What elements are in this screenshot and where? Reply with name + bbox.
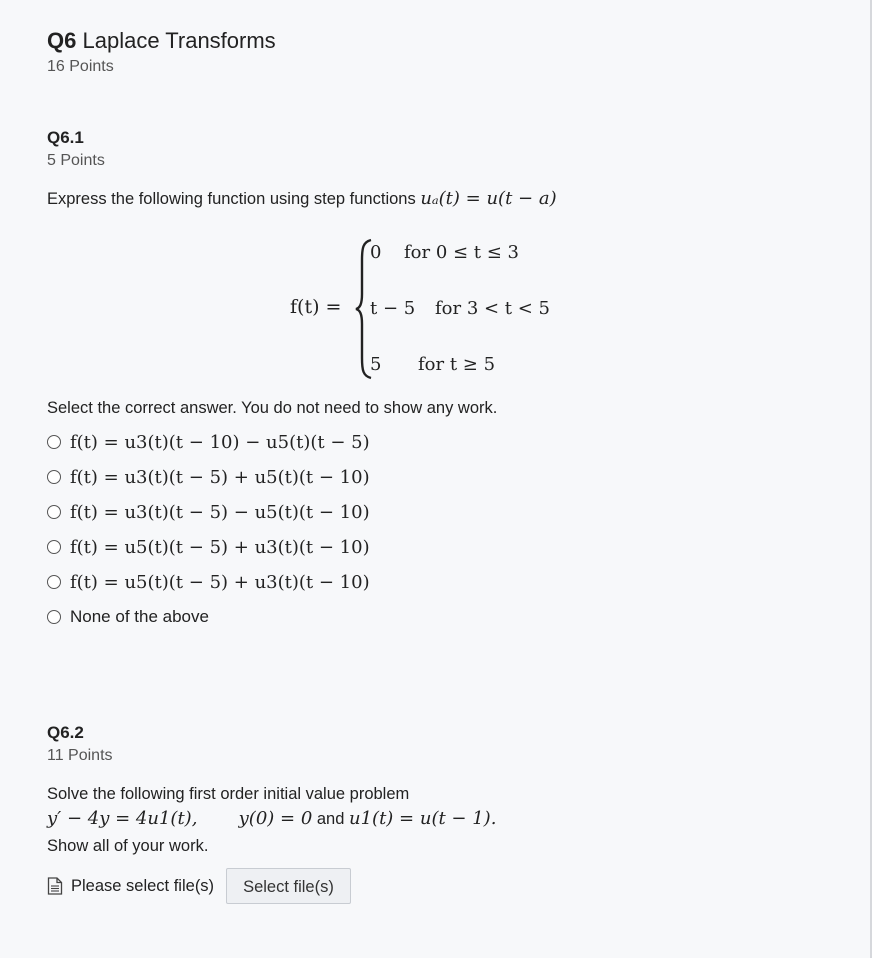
file-status: Please select file(s) [71, 876, 215, 895]
answer-option-1[interactable] [47, 428, 370, 456]
q62-prompt: Solve the following first order initial value problem [47, 785, 410, 803]
piecewise-row-1-cond: for 0 ≤ t ≤ 3 [404, 242, 520, 263]
q62-ode: y′ − 4y = 4u1(t), [47, 808, 198, 829]
q61-prompt-text: Express the following function using step functions [47, 190, 416, 208]
q61-instruction: Select the correct answer. You do not need to show any work. [47, 399, 498, 417]
radio-button[interactable] [47, 610, 61, 624]
q62-equation [47, 808, 496, 829]
option-label: f(t) = u3(t)(t − 5) + u5(t)(t − 10) [70, 466, 370, 488]
option-label: f(t) = u3(t)(t − 5) − u5(t)(t − 10) [70, 501, 370, 523]
piecewise-row-2-cond: for 3 < t < 5 [435, 298, 551, 319]
piecewise-row-3-cond: for t ≥ 5 [418, 354, 496, 375]
q62-points: 11 Points [47, 747, 113, 764]
option-label: f(t) = u5(t)(t − 5) + u3(t)(t − 10) [70, 536, 370, 558]
piecewise-row-2-expr: t − 5 [370, 298, 416, 319]
answer-option-none[interactable] [47, 603, 209, 631]
select-files-button[interactable]: Select file(s) [226, 868, 351, 904]
question-title-text: Laplace Transforms [82, 28, 276, 53]
question-title [47, 28, 276, 54]
option-label: f(t) = u5(t)(t − 5) + u3(t)(t − 10) [70, 571, 370, 593]
answer-option-5[interactable] [47, 568, 370, 596]
radio-button[interactable] [47, 575, 61, 589]
option-label: None of the above [70, 607, 209, 626]
answer-option-2[interactable] [47, 463, 370, 491]
q62-title: Q6.2 [47, 723, 84, 742]
piecewise-lhs: f(t) = [290, 296, 342, 318]
q61-points: 5 Points [47, 152, 105, 169]
piecewise-row-1-expr: 0 [370, 242, 382, 263]
q62-work-note: Show all of your work. [47, 837, 209, 855]
question-number: Q6 [47, 28, 77, 53]
q62-step-def: u1(t) = u(t − 1). [349, 808, 497, 829]
question-points: 16 Points [47, 58, 114, 75]
option-label: f(t) = u3(t)(t − 10) − u5(t)(t − 5) [70, 431, 370, 453]
piecewise-function [47, 230, 847, 390]
radio-button[interactable] [47, 540, 61, 554]
answer-option-3[interactable] [47, 498, 370, 526]
q62-initial-condition: y(0) = 0 [238, 808, 313, 829]
file-upload [47, 868, 351, 904]
piecewise-row-3-expr: 5 [370, 354, 382, 375]
answer-option-4[interactable] [47, 533, 370, 561]
document-icon [47, 877, 63, 895]
radio-button[interactable] [47, 435, 61, 449]
q62-and: and [316, 810, 345, 828]
q61-title: Q6.1 [47, 128, 84, 147]
radio-button[interactable] [47, 470, 61, 484]
radio-button[interactable] [47, 505, 61, 519]
q61-prompt [47, 188, 557, 209]
q61-prompt-math: uₐ(t) = u(t − a) [420, 188, 557, 209]
